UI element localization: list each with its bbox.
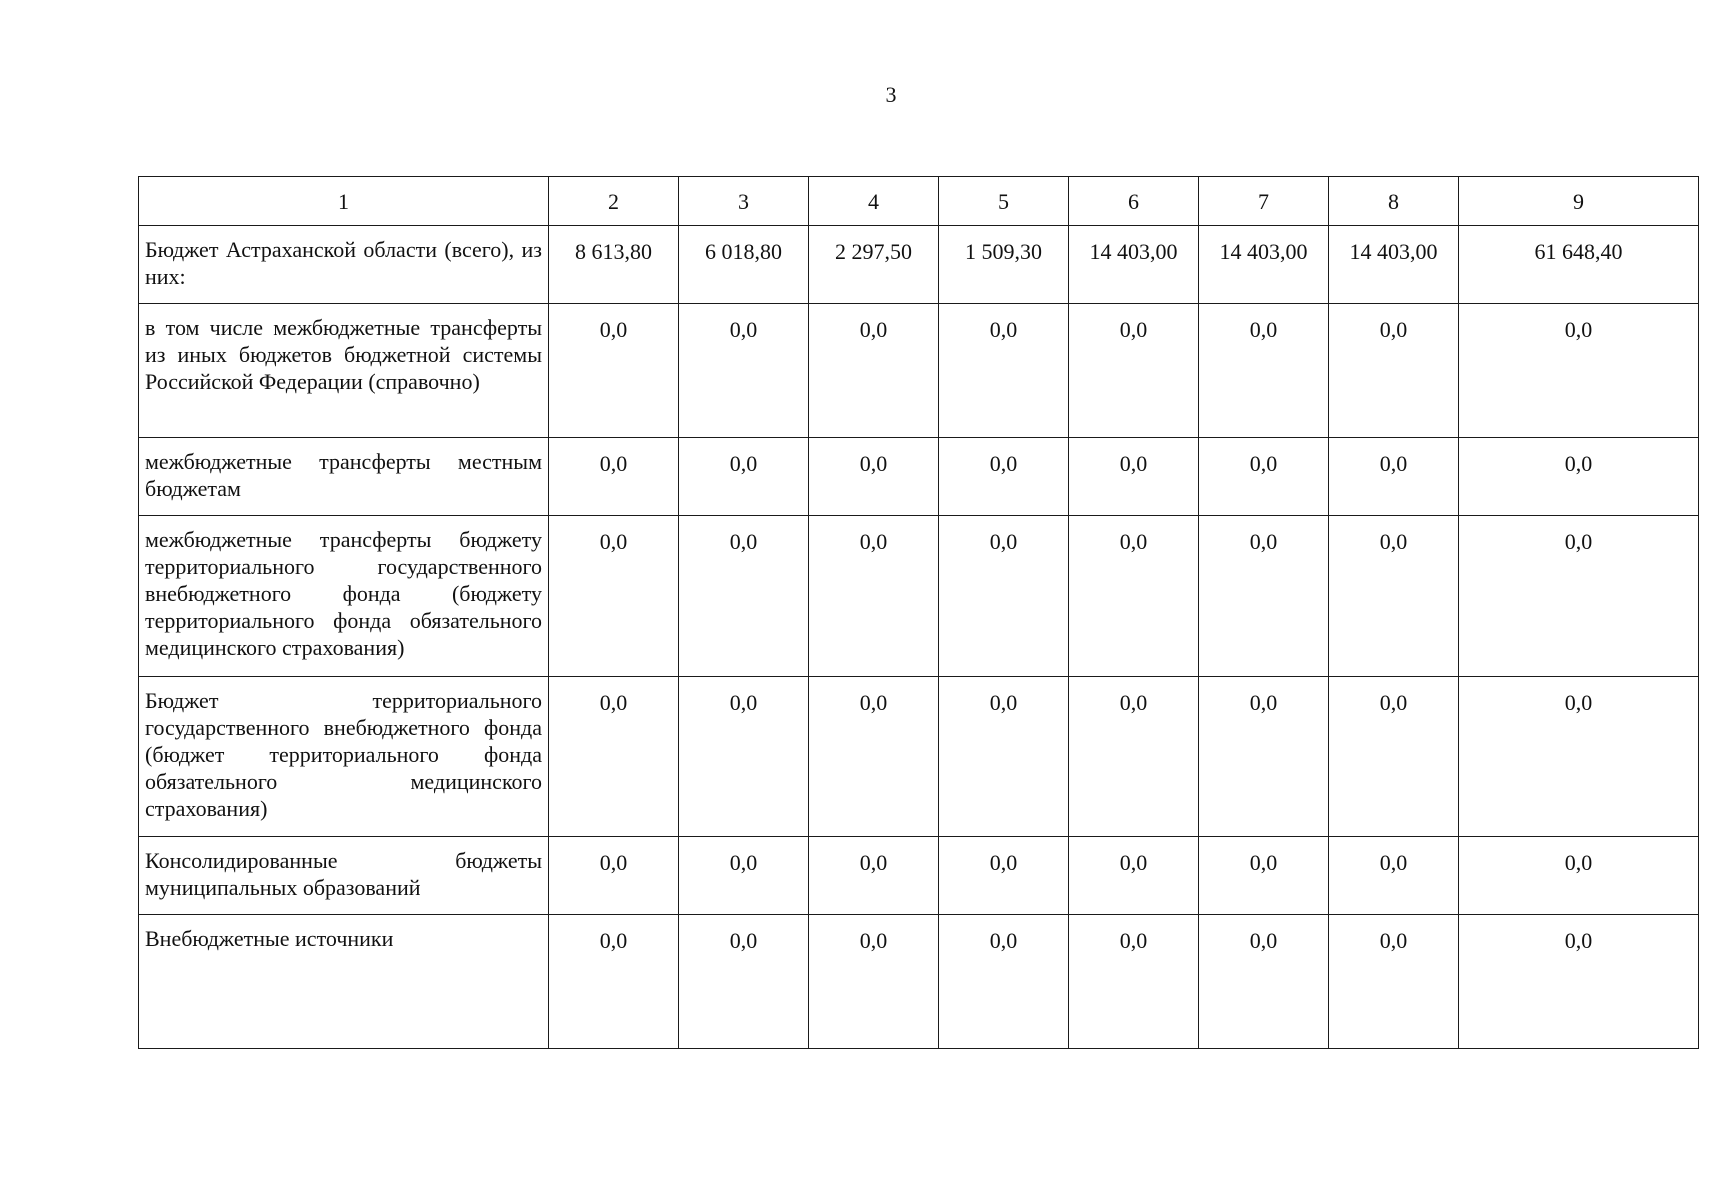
table-cell: 0,0 [1069,915,1199,1049]
table-cell: 0,0 [809,516,939,677]
table-cell: 0,0 [1459,304,1699,438]
table-cell: 1 509,30 [939,226,1069,304]
budget-table [138,176,1699,1049]
table-cell: 6 018,80 [679,226,809,304]
table-cell: 0,0 [939,438,1069,516]
table-cell: 0,0 [1069,837,1199,915]
table-cell: 0,0 [549,438,679,516]
table-cell: 0,0 [939,837,1069,915]
table-cell: 2 297,50 [809,226,939,304]
table-cell: 0,0 [679,438,809,516]
table-cell: 0,0 [1459,516,1699,677]
table-cell: 8 613,80 [549,226,679,304]
table-row-transfers-to-fund [139,516,1699,677]
column-number: 5 [939,177,1069,226]
table-cell: 0,0 [1459,915,1699,1049]
table-cell: 0,0 [1459,837,1699,915]
table-cell: 0,0 [809,915,939,1049]
row-label: в том числе межбюджетные трансферты из иных бюджетов бюджетной системы Российской Федерации (справочно) [139,304,549,438]
column-number: 9 [1459,177,1699,226]
table-cell: 61 648,40 [1459,226,1699,304]
table-cell: 0,0 [1069,438,1199,516]
table-cell: 0,0 [809,677,939,837]
table-cell: 0,0 [1199,516,1329,677]
table-row-transfers-from-budgets [139,304,1699,438]
table-cell: 0,0 [809,438,939,516]
table-cell: 0,0 [549,304,679,438]
column-number: 7 [1199,177,1329,226]
table-cell: 0,0 [1199,438,1329,516]
row-label: межбюджетные трансферты бюджету территориального государственного внебюджетного фонда (бюджету территориального фонда обязательного медицинского страхования) [139,516,549,677]
table-cell: 0,0 [1329,438,1459,516]
table-row-fund-budget [139,677,1699,837]
table-cell: 0,0 [1329,516,1459,677]
row-label: Бюджет территориального государственного внебюджетного фонда (бюджет территориального фонда обязательного медицинского страхования) [139,677,549,837]
table-cell: 0,0 [1329,915,1459,1049]
table-cell: 0,0 [549,915,679,1049]
table-cell: 0,0 [1199,304,1329,438]
table-cell: 0,0 [939,677,1069,837]
table-cell: 0,0 [1459,438,1699,516]
row-label: межбюджетные трансферты местным бюджетам [139,438,549,516]
table-cell: 0,0 [1069,516,1199,677]
table-cell: 0,0 [1329,837,1459,915]
table-row-oblast-budget [139,226,1699,304]
table-cell: 0,0 [809,837,939,915]
table-cell: 0,0 [679,304,809,438]
table-cell: 0,0 [1199,915,1329,1049]
table-cell: 0,0 [1199,837,1329,915]
table-cell: 0,0 [679,677,809,837]
table-cell: 0,0 [549,516,679,677]
table-cell: 0,0 [549,837,679,915]
column-number: 4 [809,177,939,226]
table-cell: 0,0 [679,915,809,1049]
table-cell: 0,0 [1069,677,1199,837]
table-cell: 0,0 [1199,677,1329,837]
table-cell: 14 403,00 [1199,226,1329,304]
table-cell: 14 403,00 [1329,226,1459,304]
table-row-municipal-budgets [139,837,1699,915]
page-number: 3 [885,82,897,107]
table-cell: 0,0 [1069,304,1199,438]
table-cell: 0,0 [1329,677,1459,837]
table-cell: 0,0 [549,677,679,837]
column-number: 3 [679,177,809,226]
table-cell: 0,0 [1459,677,1699,837]
column-number: 6 [1069,177,1199,226]
table-header-row [139,177,1699,226]
row-label: Внебюджетные источники [139,915,549,1049]
row-label: Консолидированные бюджеты муниципальных образований [139,837,549,915]
table-cell: 14 403,00 [1069,226,1199,304]
table-cell: 0,0 [939,304,1069,438]
column-number: 8 [1329,177,1459,226]
table-cell: 0,0 [939,915,1069,1049]
table-cell: 0,0 [679,837,809,915]
table-cell: 0,0 [809,304,939,438]
row-label: Бюджет Астраханской области (всего), из них: [139,226,549,304]
table-cell: 0,0 [1329,304,1459,438]
table-row-extrabudgetary-sources [139,915,1699,1049]
table-cell: 0,0 [939,516,1069,677]
column-number: 1 [139,177,549,226]
column-number: 2 [549,177,679,226]
table-cell: 0,0 [679,516,809,677]
table-row-transfers-to-local-budgets [139,438,1699,516]
